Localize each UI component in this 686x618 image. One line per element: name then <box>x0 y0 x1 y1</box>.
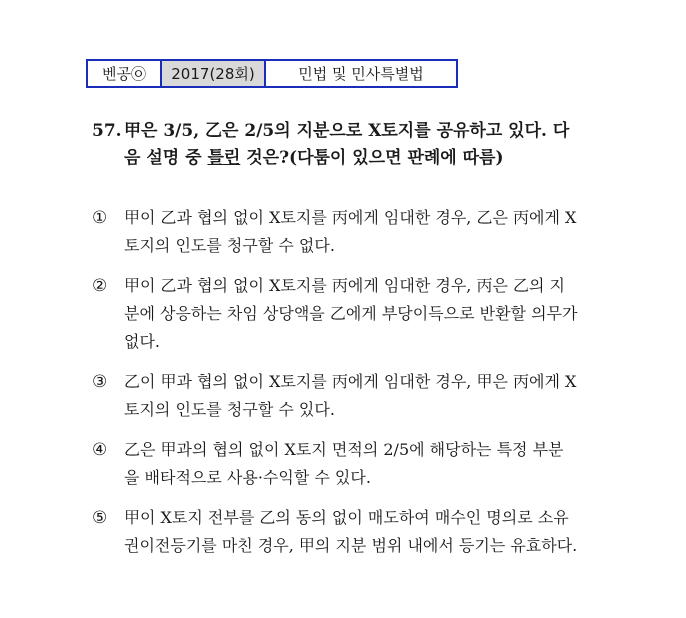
option-marker: ⑤ <box>92 508 108 528</box>
option-text: 乙은 甲과의 협의 없이 X토지 면적의 2/5에 해당하는 특정 부분을 배타적으로 사용·수익할 수 있다. <box>124 440 564 487</box>
option-5 <box>92 504 578 560</box>
question-stem <box>92 118 578 172</box>
option-3 <box>92 368 578 424</box>
option-2 <box>92 272 578 356</box>
exam-year-label: 2017(28회) <box>162 61 266 86</box>
option-4 <box>92 436 578 492</box>
source-label: 벤공㉧ <box>88 61 162 86</box>
option-marker: ④ <box>92 440 108 460</box>
option-1 <box>92 204 578 260</box>
option-marker: ② <box>92 276 108 296</box>
option-text: 甲이 乙과 협의 없이 X토지를 丙에게 임대한 경우, 丙은 乙의 지분에 상응하는 차임 상당액을 乙에게 부당이득으로 반환할 의무가 없다. <box>124 276 578 351</box>
question-text <box>92 118 578 172</box>
question-number: 57. <box>92 121 122 141</box>
question-text-pre: 甲은 3/5, 乙은 2/5의 지분으로 X토지를 공유하고 있다. 다음 설명 중 <box>124 121 570 168</box>
answer-options <box>92 204 578 572</box>
option-text: 甲이 X토지 전부를 乙의 동의 없이 매도하여 매수인 명의로 소유권이전등기를 마친 경우, 甲의 지분 범위 내에서 등기는 유효하다. <box>124 508 578 555</box>
option-marker: ③ <box>92 372 108 392</box>
question-text-post: 것은?(다툼이 있으면 판례에 따름) <box>240 148 504 168</box>
option-text: 乙이 甲과 협의 없이 X토지를 丙에게 임대한 경우, 甲은 丙에게 X토지의 인도를 청구할 수 있다. <box>124 372 577 419</box>
subject-label: 민법 및 민사특별법 <box>298 65 424 83</box>
option-marker: ① <box>92 208 108 228</box>
option-text: 甲이 乙과 협의 없이 X토지를 丙에게 임대한 경우, 乙은 丙에게 X토지의 인도를 청구할 수 없다. <box>124 208 577 255</box>
exam-header <box>86 59 458 88</box>
question-emphasis: 틀린 <box>207 148 241 168</box>
